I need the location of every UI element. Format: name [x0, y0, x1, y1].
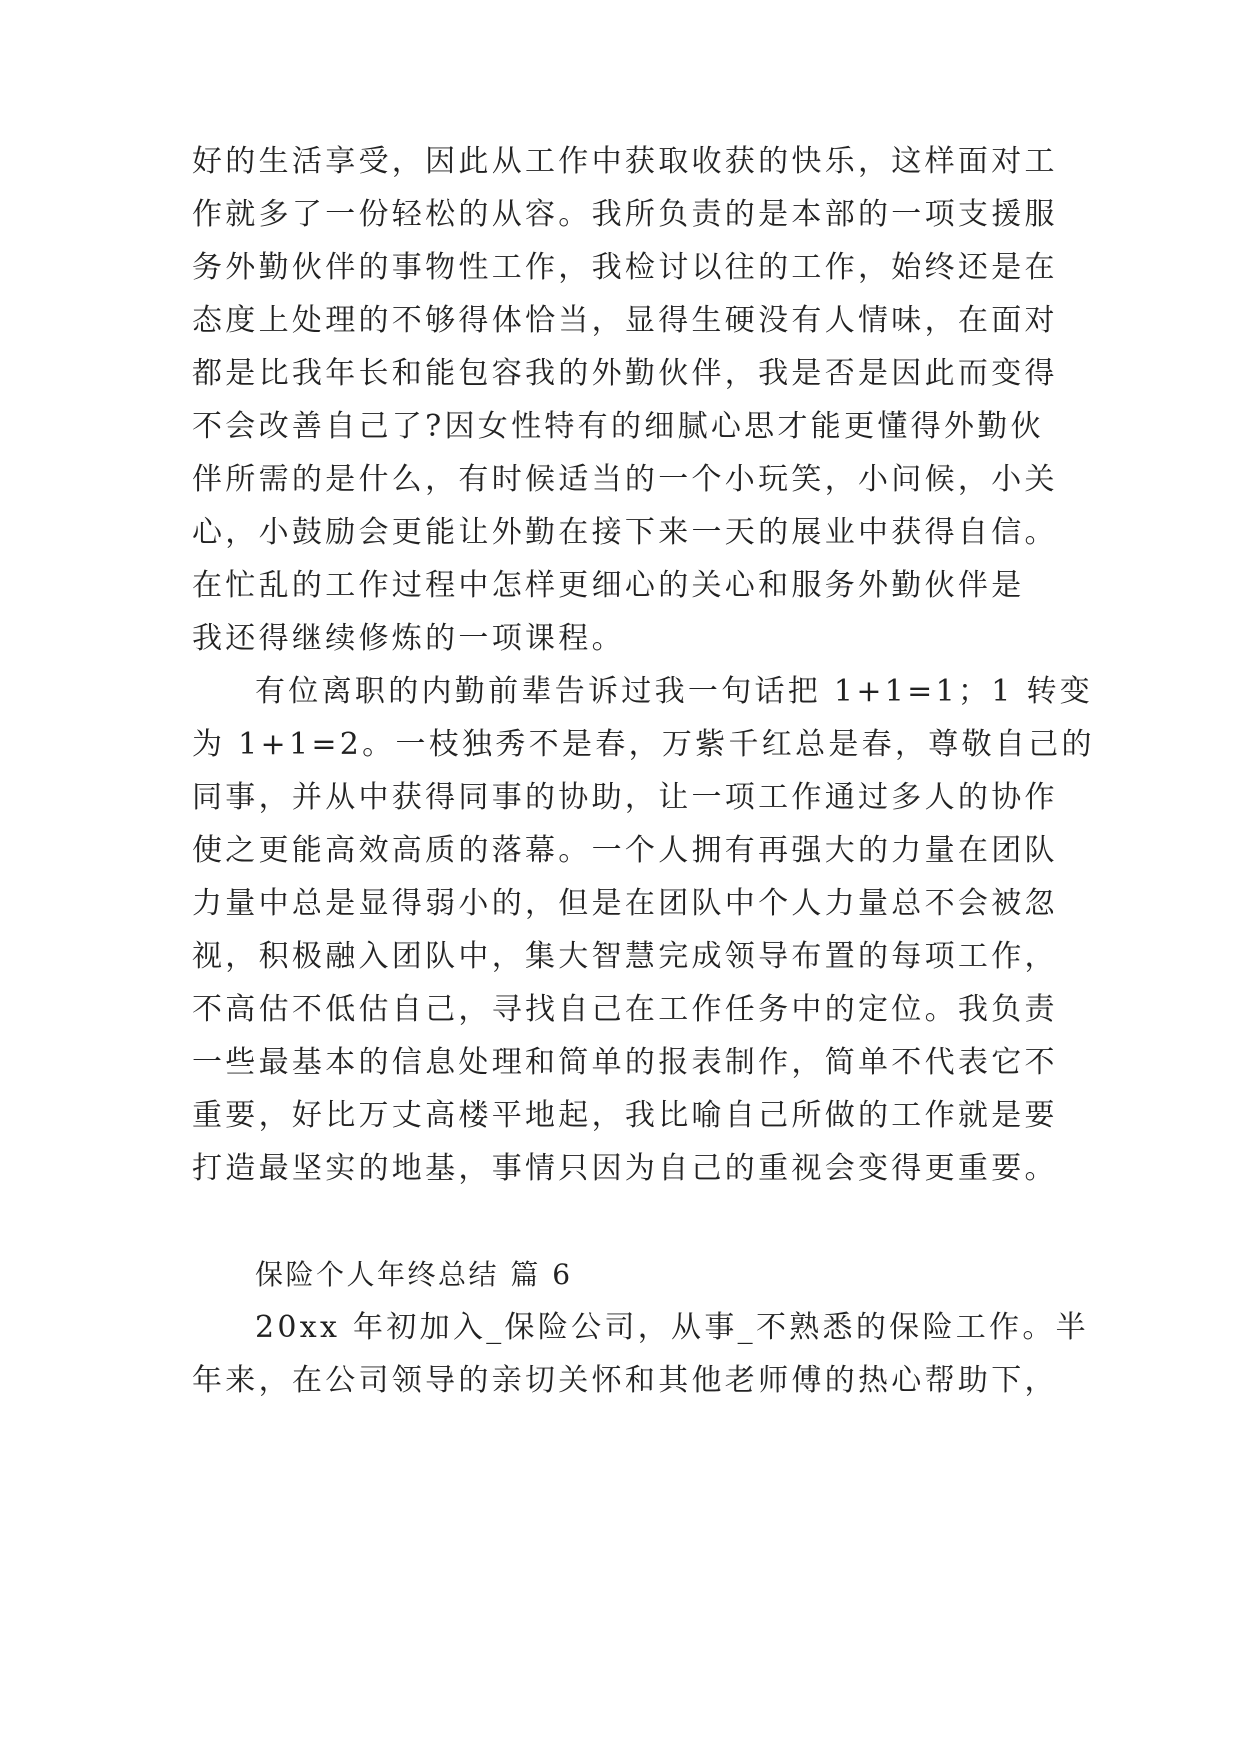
text-line: 一些最基本的信息处理和简单的报表制作，简单不代表它不	[192, 1045, 1058, 1080]
text-line: 重要，好比万丈高楼平地起，我比喻自己所做的工作就是要	[192, 1098, 1058, 1133]
text-line: 务外勤伙伴的事物性工作，我检讨以往的工作，始终还是在	[192, 250, 1058, 285]
text-line: 不会改善自己了?因女性特有的细腻心思才能更懂得外勤伙	[192, 409, 1044, 444]
text-line: 打造最坚实的地基，事情只因为自己的重视会变得更重要。	[192, 1151, 1058, 1186]
text-line: 有位离职的内勤前辈告诉过我一句话把 1+1=1；1 转变	[255, 674, 1094, 709]
text-line: 使之更能高效高质的落幕。一个人拥有再强大的力量在团队	[192, 833, 1058, 868]
text-line: 为 1+1=2。一枝独秀不是春，万紫千红总是春，尊敬自己的	[192, 727, 1095, 762]
text-line: 伴所需的是什么，有时候适当的一个小玩笑，小问候，小关	[192, 462, 1058, 497]
text-line: 20xx 年初加入_保险公司，从事_不熟悉的保险工作。半	[255, 1310, 1089, 1345]
text-line: 不高估不低估自己，寻找自己在工作任务中的定位。我负责	[192, 992, 1058, 1027]
text-line: 作就多了一份轻松的从容。我所负责的是本部的一项支援服	[192, 197, 1058, 232]
text-line: 视，积极融入团队中，集大智慧完成领导布置的每项工作，	[192, 939, 1058, 974]
text-line: 在忙乱的工作过程中怎样更细心的关心和服务外勤伙伴是	[192, 568, 1025, 603]
text-line: 都是比我年长和能包容我的外勤伙伴，我是否是因此而变得	[192, 356, 1058, 391]
section-heading: 保险个人年终总结 篇 6	[255, 1258, 573, 1291]
text-line: 同事，并从中获得同事的协助，让一项工作通过多人的协作	[192, 780, 1058, 815]
text-line: 我还得继续修炼的一项课程。	[192, 621, 625, 656]
text-line: 年来，在公司领导的亲切关怀和其他老师傅的热心帮助下，	[192, 1363, 1058, 1398]
text-line: 态度上处理的不够得体恰当，显得生硬没有人情味，在面对	[192, 303, 1058, 338]
text-line: 好的生活享受，因此从工作中获取收获的快乐，这样面对工	[192, 144, 1058, 179]
text-line: 力量中总是显得弱小的，但是在团队中个人力量总不会被忽	[192, 886, 1058, 921]
text-line: 心，小鼓励会更能让外勤在接下来一天的展业中获得自信。	[192, 515, 1058, 550]
